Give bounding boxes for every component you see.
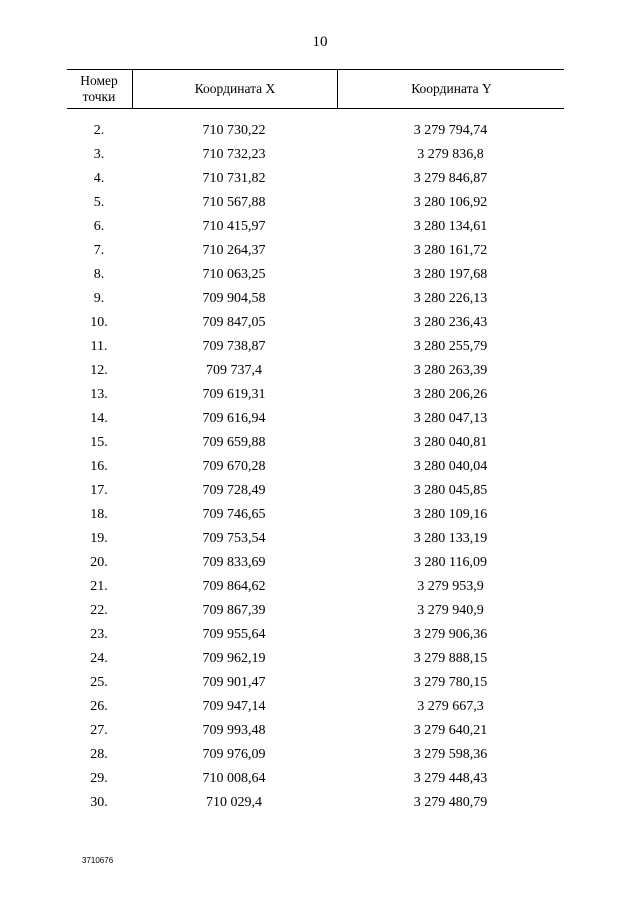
point-number-cell: 19. [90,531,108,546]
table-row [67,361,564,385]
table-row [67,169,564,193]
coordinate-x-cell: 709 904,58 [202,291,266,306]
coordinate-y-cell: 3 280 255,79 [413,339,488,354]
header-coordinate-y: Координата Y [337,70,565,108]
header-point-number: Номер точки [80,73,118,104]
table-row [67,625,564,649]
coordinate-y-cell: 3 279 846,87 [413,171,488,186]
coordinate-y-cell: 3 280 109,16 [413,507,488,522]
coordinate-x-cell: 709 976,09 [202,747,266,762]
table-row [67,553,564,577]
table-row [67,433,564,457]
coordinate-y-cell: 3 280 047,13 [413,411,488,426]
table-row [67,649,564,673]
point-number-cell: 17. [90,483,108,498]
coordinate-x-cell: 709 833,69 [202,555,266,570]
coordinate-x-cell: 709 670,28 [202,459,266,474]
table-row [67,601,564,625]
table-row [67,265,564,289]
point-number-cell: 26. [90,699,108,714]
point-number-cell: 5. [93,195,105,210]
table-row [67,121,564,145]
table-row [67,529,564,553]
coordinate-x-cell: 709 962,19 [202,651,266,666]
point-number-cell: 27. [90,723,108,738]
table-row [67,457,564,481]
coordinate-y-cell: 3 280 236,43 [413,315,488,330]
point-number-cell: 20. [90,555,108,570]
coordinate-x-cell: 710 415,97 [202,219,266,234]
coordinate-y-cell: 3 279 640,21 [413,723,488,738]
table-row [67,745,564,769]
coordinate-x-cell: 709 753,54 [202,531,266,546]
coordinate-x-cell: 709 616,94 [202,411,266,426]
coordinate-y-cell: 3 280 040,81 [413,435,488,450]
point-number-cell: 22. [90,603,108,618]
point-number-cell: 6. [93,219,105,234]
coordinate-y-cell: 3 280 263,39 [413,363,488,378]
table-row [67,769,564,793]
page-number: 10 [312,34,328,50]
point-number-cell: 11. [90,339,108,354]
point-number-cell: 29. [90,771,108,786]
coordinates-table [67,69,564,810]
point-number-cell: 13. [90,387,108,402]
coordinate-x-cell: 709 847,05 [202,315,266,330]
point-number-cell: 8. [93,267,105,282]
point-number-cell: 2. [93,123,105,138]
coordinate-y-cell: 3 279 794,74 [413,123,488,138]
coordinate-x-cell: 709 737,4 [206,363,262,378]
coordinate-x-cell: 710 029,4 [206,795,262,810]
coordinate-y-cell: 3 279 448,43 [413,771,488,786]
table-row [67,721,564,745]
table-row [67,673,564,697]
coordinate-y-cell: 3 279 480,79 [413,795,488,810]
point-number-cell: 23. [90,627,108,642]
point-number-cell: 15. [90,435,108,450]
point-number-cell: 25. [90,675,108,690]
point-number-cell: 21. [90,579,108,594]
coordinate-y-cell: 3 279 780,15 [413,675,488,690]
document-code: 3710676 [82,856,114,865]
coordinate-x-cell: 710 732,23 [202,147,266,162]
coordinate-x-cell: 710 063,25 [202,267,266,282]
coordinate-y-cell: 3 280 045,85 [413,483,488,498]
table-row [67,145,564,169]
coordinate-x-cell: 709 746,65 [202,507,266,522]
table-row [67,505,564,529]
coordinate-y-cell: 3 279 888,15 [413,651,488,666]
table-row [67,217,564,241]
point-number-cell: 12. [90,363,108,378]
table-header [67,69,564,109]
point-number-cell: 4. [93,171,105,186]
coordinate-y-cell: 3 279 940,9 [417,603,484,618]
coordinate-x-cell: 709 947,14 [202,699,266,714]
coordinate-y-cell: 3 279 667,3 [417,699,484,714]
coordinate-x-cell: 710 264,37 [202,243,266,258]
table-row [67,577,564,601]
coordinate-y-cell: 3 280 206,26 [413,387,488,402]
coordinate-y-cell: 3 280 226,13 [413,291,488,306]
coordinate-y-cell: 3 280 040,04 [413,459,488,474]
coordinate-x-cell: 709 867,39 [202,603,266,618]
table-row [67,409,564,433]
coordinate-x-cell: 709 619,31 [202,387,266,402]
table-row [67,697,564,721]
point-number-cell: 9. [93,291,105,306]
table-body [67,121,564,817]
point-number-cell: 14. [90,411,108,426]
coordinate-x-cell: 709 864,62 [202,579,266,594]
coordinate-x-cell: 710 730,22 [202,123,266,138]
table-row [67,289,564,313]
coordinate-y-cell: 3 280 161,72 [413,243,488,258]
table-row [67,313,564,337]
point-number-cell: 24. [90,651,108,666]
point-number-cell: 16. [90,459,108,474]
table-row [67,337,564,361]
coordinate-y-cell: 3 279 953,9 [417,579,484,594]
point-number-cell: 3. [93,147,105,162]
coordinate-y-cell: 3 280 133,19 [413,531,488,546]
coordinate-x-cell: 710 008,64 [202,771,266,786]
coordinate-y-cell: 3 279 836,8 [417,147,484,162]
coordinate-y-cell: 3 280 106,92 [413,195,488,210]
coordinate-x-cell: 709 993,48 [202,723,266,738]
table-row [67,793,564,817]
coordinate-x-cell: 709 955,64 [202,627,266,642]
table-row [67,193,564,217]
coordinate-x-cell: 709 659,88 [202,435,266,450]
point-number-cell: 7. [93,243,105,258]
coordinate-x-cell: 709 738,87 [202,339,266,354]
coordinate-x-cell: 709 901,47 [202,675,266,690]
table-row [67,385,564,409]
coordinate-y-cell: 3 279 906,36 [413,627,488,642]
point-number-cell: 30. [90,795,108,810]
table-row [67,241,564,265]
point-number-cell: 10. [90,315,108,330]
coordinate-y-cell: 3 280 134,61 [413,219,488,234]
coordinate-x-cell: 709 728,49 [202,483,266,498]
header-coordinate-x: Координата X [132,70,337,108]
coordinate-y-cell: 3 280 116,09 [414,555,487,570]
point-number-cell: 28. [90,747,108,762]
coordinate-y-cell: 3 279 598,36 [413,747,488,762]
coordinate-y-cell: 3 280 197,68 [413,267,488,282]
coordinate-x-cell: 710 567,88 [202,195,266,210]
coordinate-x-cell: 710 731,82 [202,171,266,186]
point-number-cell: 18. [90,507,108,522]
table-row [67,481,564,505]
